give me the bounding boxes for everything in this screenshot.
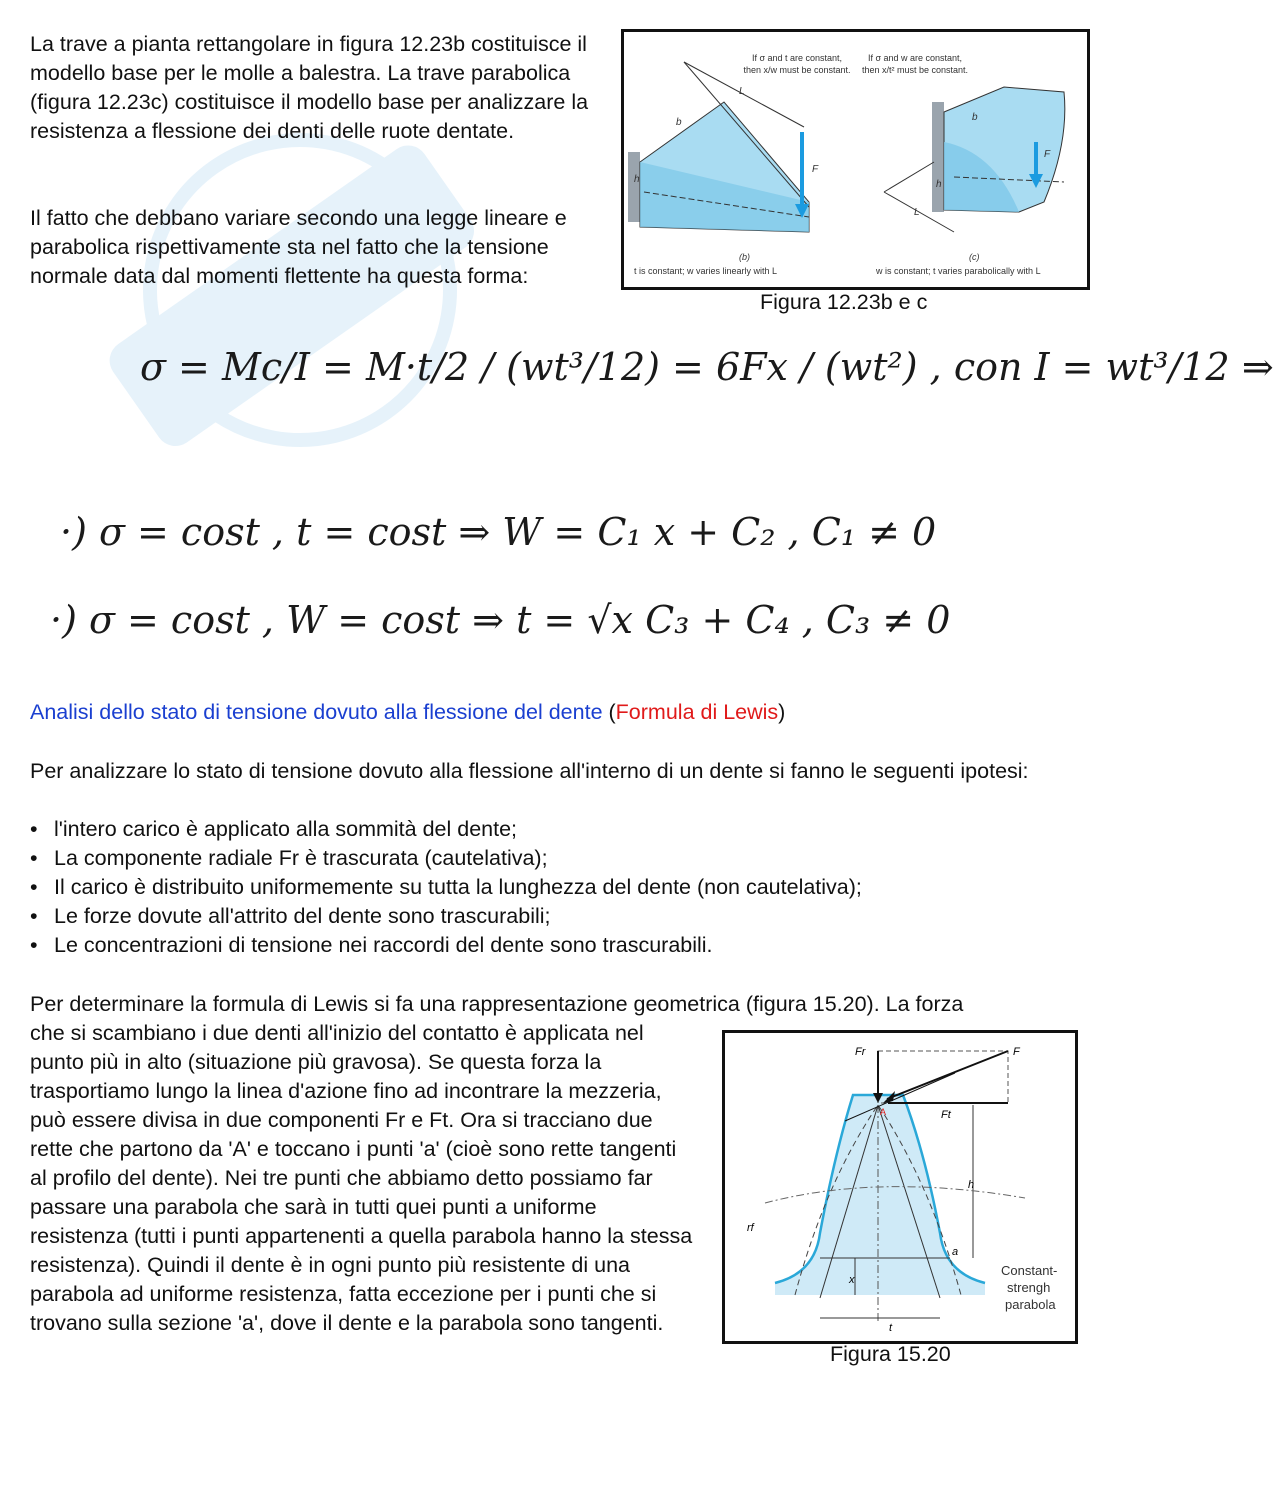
label-x: x [849,1274,855,1286]
bullet-icon: • [30,817,38,841]
figure-12-23 [621,29,1090,290]
label-F-right: F [1044,149,1051,160]
bullet-icon: • [30,933,38,957]
hypothesis-item-4 [30,902,551,931]
formula-case-2: ·) σ = cost , W = cost ⇒ t = √x C₃ + C₄ , C₃ ≠ 0 [50,598,951,642]
sublabel-b: (b) [739,252,750,262]
parabola-label-1: Constant- [1001,1263,1058,1278]
section-paren-open: ( [602,700,616,724]
label-F: F [1013,1046,1020,1058]
label-Fr: Fr [855,1046,866,1058]
intro-paragraph-1: La trave a pianta rettangolare in figura 12.23b costituisce il modello base per le molle a balestra. La trave parabolica (figura 12.23c) costituisce il modello base per analizzare la resistenza a flessione dei denti delle ruote dentate. [30,32,589,143]
bullet-icon: • [30,875,38,899]
label-b-right: b [972,112,978,123]
hypothesis-item-1 [30,815,517,844]
formula-stress: σ = Mc/I = M·t/2 / (wt³/12) = 6Fx / (wt²) , con I = wt³/12 ⇒ [140,345,1274,389]
caption-b: t is constant; w varies linearly with L [634,266,778,276]
label-t: t [889,1322,893,1334]
section-paren-close: ) [778,700,786,724]
sublabel-c: (c) [969,252,980,262]
bullet-icon: • [30,846,38,870]
label-h: h [968,1179,975,1191]
parabola-label-2: strengh [1007,1280,1051,1295]
hypothesis-text: Il carico è distribuito uniformemente su tutta la lunghezza del dente (non cautelativa); [54,875,862,899]
label-L-left: L [739,86,745,97]
label-F-left: F [812,164,819,175]
label-Ft: Ft [941,1109,951,1121]
hypothesis-text: La componente radiale Fr è trascurata (cautelativa); [54,846,548,870]
section-title-red: Formula di Lewis [615,700,779,724]
hypothesis-item-5 [30,931,713,960]
label-L-right: L [914,207,920,218]
hypothesis-text: l'intero carico è applicato alla sommità del dente; [54,817,518,841]
gear-tooth-diagram [725,1033,1075,1341]
label-h-right: h [936,179,942,190]
label-a: a [952,1246,959,1258]
label-h-left: h [634,174,640,185]
hypothesis-text: Le concentrazioni di tensione nei raccordi del dente sono trascurabili. [54,933,713,957]
note-left: If σ and t are constant, then x/w must be constant. [743,53,851,75]
label-A: A [880,1107,887,1117]
figure-15-20-caption: Figura 15.20 [830,1342,951,1366]
bullet-icon: • [30,904,38,928]
parabolic-beam-diagram [860,52,1065,276]
section-title [30,700,785,725]
note-right: If σ and w are constant, then x/t² must be constant. [861,53,969,75]
beam-illustration [624,32,1087,287]
figure-12-23-caption: Figura 12.23b e c [760,290,928,314]
label-b-left: b [676,117,682,128]
section-title-blue: Analisi dello stato di tensione dovuto alla flessione del dente [30,700,603,724]
intro-paragraph-2: Il fatto che debbano variare secondo una legge lineare e parabolica rispettivamente sta nel fatto che la tensione normale data dal momenti flettente ha questa forma: [30,206,567,288]
figure-15-20 [722,1030,1078,1344]
hypothesis-item-3 [30,873,862,902]
rectangular-beam-diagram [628,52,852,276]
hypothesis-text: Le forze dovute all'attrito del dente sono trascurabili; [54,904,551,928]
hypothesis-item-2 [30,844,548,873]
lewis-paragraph-line-1: Per determinare la formula di Lewis si fa una rappresentazione geometrica (figura 15.20). La forza [30,992,964,1016]
formula-case-1: ·) σ = cost , t = cost ⇒ W = C₁ x + C₂ , C₁ ≠ 0 [60,510,937,554]
hypotheses-intro: Per analizzare lo stato di tensione dovuto alla flessione all'interno di un dente si fanno le seguenti ipotesi: [30,759,1029,783]
label-rf: rf [747,1222,754,1234]
lewis-paragraph-rest: che si scambiano i due denti all'inizio del contatto è applicata nel punto più in alto (situazione più gravosa). Se questa forza la trasportiamo lungo la linea d'azione fino ad incontrare la mezzeria, può essere divisa in due componenti Fr e Ft. Ora si tracciano due rette che partono da 'A' e toccano i punti 'a' (cioè sono rette tangenti al profilo del dente). Nei tre punti che abbiamo detto possiamo far passare una parabola che sarà in tutti quei punti a uniforme resistenza (tutti i punti appartenenti a quella parabola hanno la stessa resistenza). Quindi il dente è in ogni punto più resistente di una parabola ad uniforme resistenza, fatta eccezione per i punti che si trovano sulla sezione 'a', dove il dente e la parabola sono tangenti. [30,1021,693,1335]
caption-c: w is constant; t varies parabolically with L [876,266,1041,276]
parabola-label-3: parabola [1005,1297,1056,1312]
